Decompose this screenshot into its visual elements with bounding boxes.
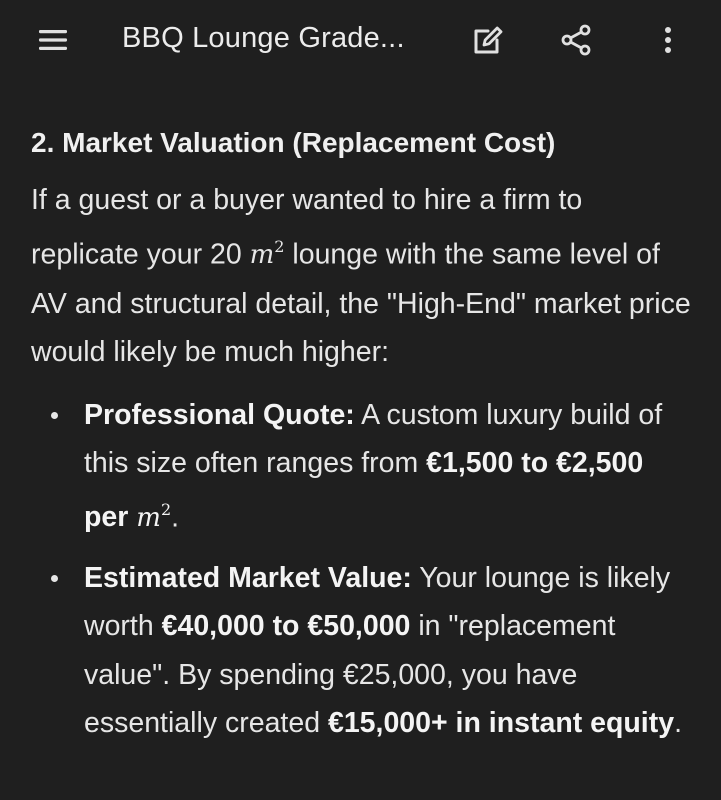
intro-text-start: If a guest or a buyer wanted to hire a firm to replicate your 20 [31,184,583,271]
bullet-text: in "replacement value". By spending €25,000, you have essentially created [84,610,616,740]
math-variable: m [136,503,161,534]
more-vertical-icon[interactable] [644,16,692,64]
list-item [31,391,691,543]
bullet-bold-value: €1,500 to €2,500 per [84,447,644,534]
math-unit [136,499,172,534]
bullet-bold-value: €40,000 to €50,000 [161,610,411,643]
bullet-list [31,391,691,748]
section-heading: 2. Market Valuation (Replacement Cost) [31,127,556,158]
list-item [31,554,691,748]
intro-text-end: lounge with the same level of AV and structural detail, the "High-End" market price would likely be much higher: [31,238,691,369]
bullet-bold-value: €15,000+ in instant equity [327,707,675,740]
bullet-text-end: . [674,707,682,740]
math-variable: m [249,240,275,271]
share-icon[interactable] [552,16,600,64]
top-app-bar [0,0,721,82]
math-unit [249,236,285,271]
intro-paragraph [31,176,691,377]
hamburger-menu-icon[interactable] [29,16,77,64]
bullet-dot [51,412,58,419]
bullet-text: A custom luxury build of this size often ranges from [84,398,663,480]
message-content [31,120,691,759]
conversation-title[interactable]: BBQ Lounge Grade... [122,22,405,54]
bullet-text-end: . [171,501,180,534]
edit-note-icon[interactable] [464,16,512,64]
bullet-label: Estimated Market Value: [84,561,412,594]
math-exponent: 2 [160,499,172,519]
bullet-label: Professional Quote: [84,398,355,431]
bullet-dot [51,575,58,582]
math-exponent: 2 [274,236,285,256]
bullet-text: Your lounge is likely worth [84,561,671,643]
